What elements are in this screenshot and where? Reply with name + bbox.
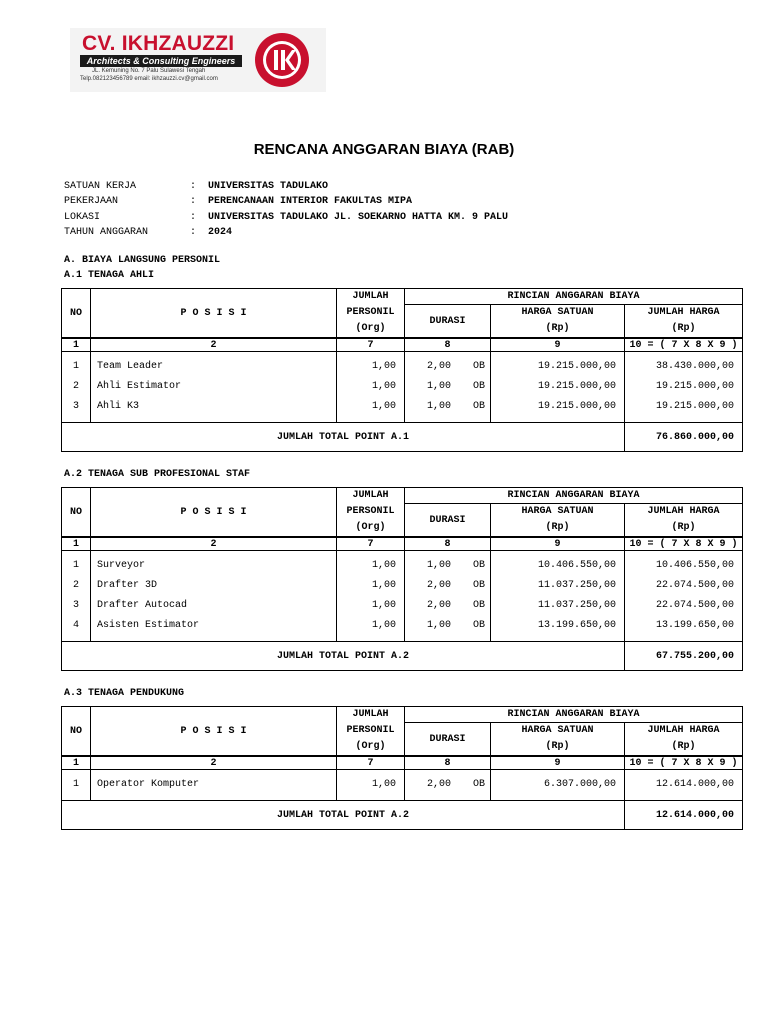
section-a-heading: A. BIAYA LANGSUNG PERSONIL xyxy=(64,255,221,266)
row-harga-satuan: 19.215.000,00 xyxy=(491,376,625,396)
col-header-durasi: DURASI xyxy=(405,723,491,757)
info-key: PEKERJAAN xyxy=(64,196,119,208)
row-no: 1 xyxy=(62,774,91,794)
row-posisi: Ahli K3 xyxy=(91,396,337,416)
col-header-posisi: P O S I S I xyxy=(91,289,337,339)
col-number: 9 xyxy=(491,338,625,352)
col-header-durasi: DURASI xyxy=(405,305,491,339)
table-row xyxy=(62,575,743,595)
col-number-formula: 10 = ( 7 X 8 X 9 ) xyxy=(625,756,743,770)
info-colon: : xyxy=(190,211,197,223)
total-row xyxy=(62,423,743,452)
header-line: JUMLAH HARGA xyxy=(647,725,720,736)
header-line: (Rp) xyxy=(545,323,570,334)
table-row xyxy=(62,774,743,794)
header-line: HARGA SATUAN xyxy=(521,506,594,517)
total-label: JUMLAH TOTAL POINT A.2 xyxy=(62,801,625,830)
col-number: 7 xyxy=(337,537,405,551)
row-jumlah-harga: 22.074.500,00 xyxy=(625,575,743,595)
row-durasi xyxy=(405,615,491,635)
row-jumlah-harga: 38.430.000,00 xyxy=(625,356,743,376)
row-no: 1 xyxy=(62,356,91,376)
company-address: JL. Kemuning No. 7 Palu Sulawesi Tengah xyxy=(92,68,206,74)
col-number: 9 xyxy=(491,537,625,551)
total-label: JUMLAH TOTAL POINT A.2 xyxy=(62,642,625,671)
row-jumlah-harga: 22.074.500,00 xyxy=(625,595,743,615)
company-name: CV. IKHZAUZZI xyxy=(82,32,235,55)
durasi-unit: OB xyxy=(472,619,485,631)
total-value: 67.755.200,00 xyxy=(625,642,743,671)
col-header-durasi: DURASI xyxy=(405,504,491,538)
ik-emblem-icon xyxy=(252,30,312,90)
row-personil: 1,00 xyxy=(337,575,405,595)
col-header-rincian: RINCIAN ANGGARAN BIAYA xyxy=(405,488,743,504)
row-jumlah-harga: 19.215.000,00 xyxy=(625,396,743,416)
table-row xyxy=(62,396,743,416)
row-durasi xyxy=(405,595,491,615)
info-value: PERENCANAAN INTERIOR FAKULTAS MIPA xyxy=(208,196,413,208)
cost-table xyxy=(61,487,743,671)
durasi-value: 2,00 xyxy=(426,360,451,372)
col-header-harga-satuan xyxy=(491,305,625,339)
row-no: 3 xyxy=(62,396,91,416)
durasi-unit: OB xyxy=(472,579,485,591)
row-durasi xyxy=(405,396,491,416)
col-header-posisi: P O S I S I xyxy=(91,488,337,538)
cost-table xyxy=(61,706,743,830)
row-jumlah-harga: 12.614.000,00 xyxy=(625,774,743,794)
col-number: 7 xyxy=(337,756,405,770)
row-jumlah-harga: 13.199.650,00 xyxy=(625,615,743,635)
row-durasi xyxy=(405,555,491,575)
document-title: RENCANA ANGGARAN BIAYA (RAB) xyxy=(253,141,515,158)
col-number-formula: 10 = ( 7 X 8 X 9 ) xyxy=(625,338,743,352)
info-row xyxy=(64,210,508,225)
info-colon: : xyxy=(190,196,197,208)
durasi-unit: OB xyxy=(472,599,485,611)
total-value: 12.614.000,00 xyxy=(625,801,743,830)
row-personil: 1,00 xyxy=(337,615,405,635)
row-posisi: Ahli Estimator xyxy=(91,376,337,396)
col-number: 7 xyxy=(337,338,405,352)
table-row xyxy=(62,615,743,635)
header-line: PERSONIL xyxy=(346,506,395,517)
row-posisi: Surveyor xyxy=(91,555,337,575)
col-header-jumlah-personil xyxy=(337,289,405,339)
header-line: PERSONIL xyxy=(346,725,395,736)
header-line: JUMLAH HARGA xyxy=(647,506,720,517)
header-line: (Org) xyxy=(355,522,386,533)
durasi-unit: OB xyxy=(472,778,485,790)
header-line: (Rp) xyxy=(545,741,570,752)
col-number: 8 xyxy=(405,338,491,352)
durasi-unit: OB xyxy=(472,400,485,412)
col-number: 1 xyxy=(62,756,91,770)
info-row xyxy=(64,194,508,209)
col-header-no: NO xyxy=(62,707,91,757)
col-number: 9 xyxy=(491,756,625,770)
header-line: (Rp) xyxy=(671,323,696,334)
info-row xyxy=(64,179,508,194)
row-harga-satuan: 10.406.550,00 xyxy=(491,555,625,575)
row-no: 4 xyxy=(62,615,91,635)
durasi-value: 1,00 xyxy=(426,380,451,392)
durasi-value: 2,00 xyxy=(426,778,451,790)
header-line: JUMLAH HARGA xyxy=(647,307,720,318)
table-row xyxy=(62,555,743,575)
table-row xyxy=(62,356,743,376)
row-harga-satuan: 11.037.250,00 xyxy=(491,595,625,615)
info-row xyxy=(64,225,508,240)
info-value: UNIVERSITAS TADULAKO xyxy=(208,181,329,192)
col-number: 2 xyxy=(91,338,337,352)
col-header-jumlah-personil xyxy=(337,488,405,538)
row-durasi xyxy=(405,575,491,595)
row-durasi xyxy=(405,356,491,376)
durasi-value: 1,00 xyxy=(426,400,451,412)
row-no: 1 xyxy=(62,555,91,575)
row-personil: 1,00 xyxy=(337,555,405,575)
col-header-rincian: RINCIAN ANGGARAN BIAYA xyxy=(405,707,743,723)
durasi-value: 2,00 xyxy=(426,579,451,591)
row-harga-satuan: 11.037.250,00 xyxy=(491,575,625,595)
row-durasi xyxy=(405,774,491,794)
durasi-value: 1,00 xyxy=(426,619,451,631)
info-key: SATUAN KERJA xyxy=(64,181,137,192)
col-number-formula: 10 = ( 7 X 8 X 9 ) xyxy=(625,537,743,551)
header-line: (Rp) xyxy=(545,522,570,533)
col-number: 1 xyxy=(62,338,91,352)
company-logo xyxy=(70,28,326,92)
total-label: JUMLAH TOTAL POINT A.1 xyxy=(62,423,625,452)
column-number-row xyxy=(62,537,743,551)
column-number-row xyxy=(62,338,743,352)
header-line: HARGA SATUAN xyxy=(521,725,594,736)
table-row xyxy=(62,595,743,615)
section-a3-heading: A.3 TENAGA PENDUKUNG xyxy=(64,688,185,699)
header-line: (Org) xyxy=(355,741,386,752)
durasi-unit: OB xyxy=(472,559,485,571)
company-tagline: Architects & Consulting Engineers xyxy=(80,55,242,67)
row-personil: 1,00 xyxy=(337,595,405,615)
row-personil: 1,00 xyxy=(337,376,405,396)
col-header-jumlah-harga xyxy=(625,723,743,757)
col-number: 1 xyxy=(62,537,91,551)
col-header-jumlah-harga xyxy=(625,305,743,339)
info-value: 2024 xyxy=(208,226,233,238)
header-line: HARGA SATUAN xyxy=(521,307,594,318)
row-posisi: Asisten Estimator xyxy=(91,615,337,635)
col-header-no: NO xyxy=(62,488,91,538)
row-no: 2 xyxy=(62,575,91,595)
row-no: 3 xyxy=(62,595,91,615)
row-posisi: Team Leader xyxy=(91,356,337,376)
durasi-value: 2,00 xyxy=(426,599,451,611)
row-personil: 1,00 xyxy=(337,356,405,376)
column-number-row xyxy=(62,756,743,770)
company-contact: Telp.082123456789 email: ikhzauzzi.cv@gmail.com xyxy=(80,76,218,82)
row-harga-satuan: 19.215.000,00 xyxy=(491,356,625,376)
info-value: UNIVERSITAS TADULAKO JL. SOEKARNO HATTA KM. 9 PALU xyxy=(208,211,509,223)
section-a2-heading: A.2 TENAGA SUB PROFESIONAL STAF xyxy=(64,469,251,480)
info-colon: : xyxy=(190,181,197,192)
header-line: (Rp) xyxy=(671,741,696,752)
row-durasi xyxy=(405,376,491,396)
col-header-harga-satuan xyxy=(491,723,625,757)
durasi-unit: OB xyxy=(472,360,485,372)
col-number: 8 xyxy=(405,756,491,770)
header-line: JUMLAH xyxy=(352,490,389,501)
col-header-posisi: P O S I S I xyxy=(91,707,337,757)
info-colon: : xyxy=(190,226,197,238)
row-posisi: Operator Komputer xyxy=(91,774,337,794)
row-personil: 1,00 xyxy=(337,774,405,794)
header-line: JUMLAH xyxy=(352,709,389,720)
col-number: 2 xyxy=(91,756,337,770)
row-harga-satuan: 13.199.650,00 xyxy=(491,615,625,635)
header-line: (Rp) xyxy=(671,522,696,533)
row-no: 2 xyxy=(62,376,91,396)
project-info xyxy=(64,179,508,240)
info-key: LOKASI xyxy=(64,211,101,223)
col-number: 2 xyxy=(91,537,337,551)
col-header-rincian: RINCIAN ANGGARAN BIAYA xyxy=(405,289,743,305)
col-number: 8 xyxy=(405,537,491,551)
section-a1-heading: A.1 TENAGA AHLI xyxy=(64,270,155,281)
row-personil: 1,00 xyxy=(337,396,405,416)
cost-table xyxy=(61,288,743,452)
row-harga-satuan: 6.307.000,00 xyxy=(491,774,625,794)
col-header-jumlah-harga xyxy=(625,504,743,538)
header-line: (Org) xyxy=(355,323,386,334)
col-header-no: NO xyxy=(62,289,91,339)
durasi-unit: OB xyxy=(472,380,485,392)
header-line: JUMLAH xyxy=(352,291,389,302)
row-harga-satuan: 19.215.000,00 xyxy=(491,396,625,416)
col-header-jumlah-personil xyxy=(337,707,405,757)
total-row xyxy=(62,801,743,830)
total-value: 76.860.000,00 xyxy=(625,423,743,452)
row-jumlah-harga: 19.215.000,00 xyxy=(625,376,743,396)
table-row xyxy=(62,376,743,396)
row-posisi: Drafter 3D xyxy=(91,575,337,595)
total-row xyxy=(62,642,743,671)
col-header-harga-satuan xyxy=(491,504,625,538)
durasi-value: 1,00 xyxy=(426,559,451,571)
row-posisi: Drafter Autocad xyxy=(91,595,337,615)
row-jumlah-harga: 10.406.550,00 xyxy=(625,555,743,575)
header-line: PERSONIL xyxy=(346,307,395,318)
info-key: TAHUN ANGGARAN xyxy=(64,226,149,238)
